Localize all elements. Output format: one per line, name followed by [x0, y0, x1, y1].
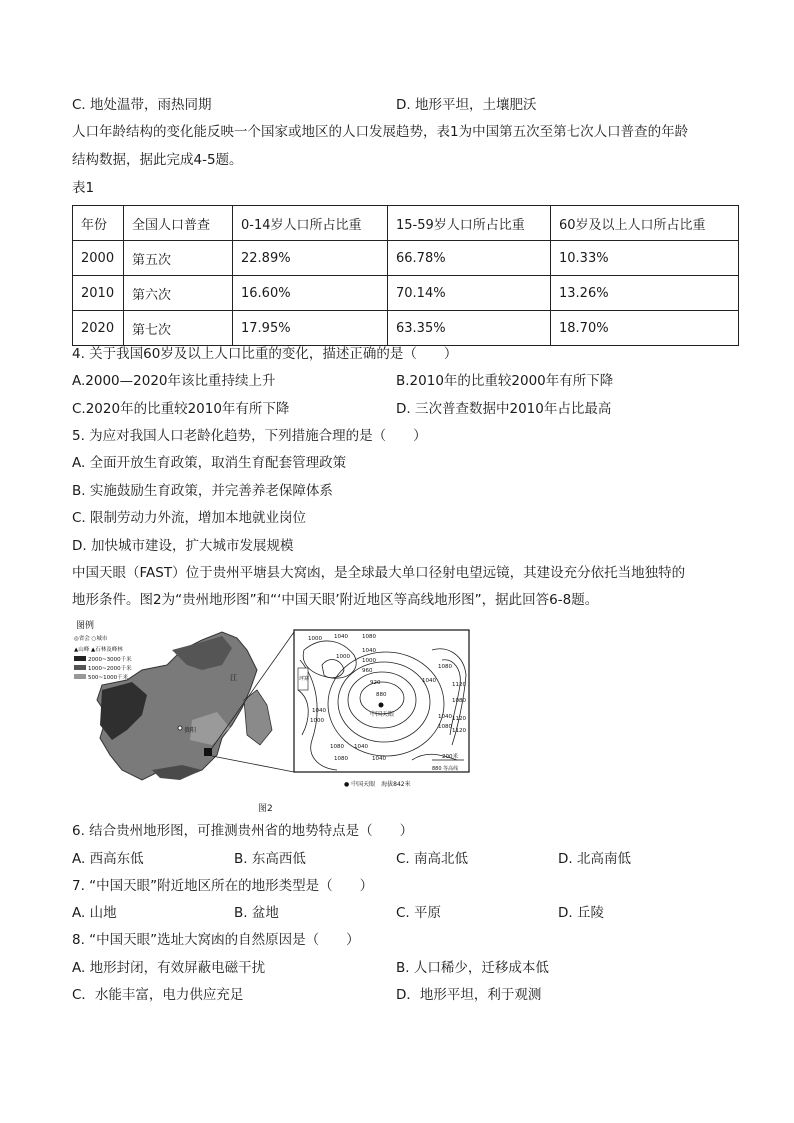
table-cell: 2010: [73, 276, 124, 311]
table-cell: 22.89%: [233, 241, 388, 276]
q6-option-c: C. 南高北低: [396, 851, 469, 867]
intro-4-5-line2: 结构数据，据此完成4-5题。: [72, 152, 243, 168]
intro-6-8-line2: 地形条件。图2为“贵州地形图”和“‘中国天眼’附近地区等高线地形图”，据此回答6-8题。: [72, 592, 599, 608]
contour-label: 1040: [334, 634, 348, 640]
table-label: 表1: [72, 180, 95, 196]
q7-option-a: A. 山地: [72, 905, 117, 921]
legend-item: 2000~3000千米: [88, 657, 132, 663]
table-cell: 13.26%: [551, 276, 739, 311]
contour-label: 1040: [438, 714, 452, 720]
q7-option-b: B. 盆地: [234, 905, 279, 921]
map-label: 贵阳: [184, 727, 197, 734]
q6-option-d: D. 北高南低: [558, 851, 631, 867]
contour-label: 1040: [312, 708, 326, 714]
contour-center-label: 中国天眼: [370, 711, 395, 718]
header-cell: 60岁及以上人口所占比重: [551, 206, 739, 241]
table-cell: 70.14%: [388, 276, 551, 311]
header-cell: 全国人口普查: [124, 206, 233, 241]
census-table: [72, 205, 739, 346]
intro-6-8-line1: 中国天眼（FAST）位于贵州平塘县大窝凼，是全球最大单口径射电望远镜，其建设充分依托当地独特的: [72, 565, 686, 581]
contour-label: 1080: [334, 756, 348, 762]
header-cell: 0-14岁人口所占比重: [233, 206, 388, 241]
q5-option-b: B. 实施鼓励生育政策，并完善养老保障体系: [72, 483, 333, 499]
contour-label: 1120: [452, 716, 466, 722]
q8-option-a: A. 地形封闭，有效屏蔽电磁干扰: [72, 960, 266, 976]
contour-label: 1040: [422, 678, 436, 684]
contour-label: 1080: [362, 634, 376, 640]
q4-stem: 4. 关于我国60岁及以上人口比重的变化，描述正确的是（ ）: [72, 346, 458, 362]
table-cell: 第七次: [124, 311, 233, 346]
contour-label: 1080: [452, 698, 466, 704]
table-cell: 18.70%: [551, 311, 739, 346]
table-cell: 63.35%: [388, 311, 551, 346]
contour-label: 960: [362, 668, 373, 674]
guizhou-terrain-map: [74, 620, 294, 780]
q5-stem: 5. 为应对我国人口老龄化趋势，下列措施合理的是（ ）: [72, 428, 427, 444]
figure-caption: 图2: [258, 804, 273, 814]
contour-label: 1000: [308, 636, 322, 642]
legend-item: 1000~2000千米: [88, 666, 132, 672]
legend-swatch: [74, 665, 86, 670]
contour-label: 1120: [452, 728, 466, 734]
q8-option-b: B. 人口稀少，迁移成本低: [396, 960, 549, 976]
figure-2-maps: [72, 620, 472, 815]
contour-label: 1000: [310, 718, 324, 724]
side-label: 坪寨: [299, 676, 310, 682]
intro-4-5-line1: 人口年龄结构的变化能反映一个国家或地区的人口发展趋势，表1为中国第五次至第七次人口普查的年龄: [72, 124, 689, 140]
q4-option-d: D. 三次普查数据中2010年占比最高: [396, 401, 612, 417]
fast-contour-map: [294, 630, 469, 788]
legend-item: ▲山峰 ▲石林及峰林: [74, 647, 123, 653]
q7-stem: 7. “中国天眼”附近地区所在的地形类型是（ ）: [72, 878, 374, 894]
contour-label: 1040: [372, 756, 386, 762]
contour-label: 1040: [354, 744, 368, 750]
contour-label: 880: [376, 692, 387, 698]
contour-label: 1080: [438, 724, 452, 730]
table-cell: 第五次: [124, 241, 233, 276]
q8-stem: 8. “中国天眼”选址大窝凼的自然原因是（ ）: [72, 932, 360, 948]
option-d-prev: D. 地形平坦，土壤肥沃: [396, 97, 537, 113]
legend-item: 500~1000千米: [88, 675, 129, 681]
q8-option-d: D．地形平坦，利于观测: [396, 987, 542, 1003]
table-row: [73, 311, 739, 346]
q8-option-c: C．水能丰富，电力供应充足: [72, 987, 244, 1003]
header-cell: 年份: [73, 206, 124, 241]
legend-item: ◎省会 ○城市: [74, 636, 108, 642]
q4-option-a: A.2000—2020年该比重持续上升: [72, 373, 276, 389]
contour-label: 1080: [438, 664, 452, 670]
legend-swatch: [74, 674, 86, 679]
q7-option-d: D. 丘陵: [558, 905, 604, 921]
table-cell: 2000: [73, 241, 124, 276]
q5-option-d: D. 加快城市建设，扩大城市发展规模: [72, 538, 294, 554]
contour-label: 1120: [452, 682, 466, 688]
table-cell: 16.60%: [233, 276, 388, 311]
table-cell: 2020: [73, 311, 124, 346]
table-row: [73, 241, 739, 276]
contour-label: 1000: [336, 654, 350, 660]
map-label: 江: [230, 674, 237, 682]
contour-label: 1040: [362, 648, 376, 654]
contour-label: 1000: [362, 658, 376, 664]
table-cell: 第六次: [124, 276, 233, 311]
table-header-row: [73, 206, 739, 241]
contour-legend: 880 等高线: [432, 766, 459, 772]
q6-option-b: B. 东高西低: [234, 851, 306, 867]
q4-option-b: B.2010年的比重较2000年有所下降: [396, 373, 614, 389]
q6-option-a: A. 西高东低: [72, 851, 144, 867]
fast-location-marker: [204, 748, 212, 756]
contour-label: 1080: [330, 744, 344, 750]
q5-option-c: C. 限制劳动力外流，增加本地就业岗位: [72, 510, 307, 526]
legend-swatch: [74, 656, 86, 661]
header-cell: 15-59岁人口所占比重: [388, 206, 551, 241]
q7-option-c: C. 平原: [396, 905, 442, 921]
q5-option-a: A. 全面开放生育政策，取消生育配套管理政策: [72, 455, 347, 471]
table-cell: 10.33%: [551, 241, 739, 276]
q4-option-c: C.2020年的比重较2010年有所下降: [72, 401, 290, 417]
table-cell: 66.78%: [388, 241, 551, 276]
legend-title: 图例: [76, 621, 95, 631]
q6-stem: 6. 结合贵州地形图，可推测贵州省的地势特点是（ ）: [72, 823, 414, 839]
option-c-prev: C. 地处温带，雨热同期: [72, 97, 212, 113]
bottom-legend: ● 中国天眼 海拔842米: [344, 781, 411, 788]
contour-label: 920: [370, 680, 381, 686]
scale-text: 200米: [442, 754, 458, 760]
table-row: [73, 276, 739, 311]
table-cell: 17.95%: [233, 311, 388, 346]
